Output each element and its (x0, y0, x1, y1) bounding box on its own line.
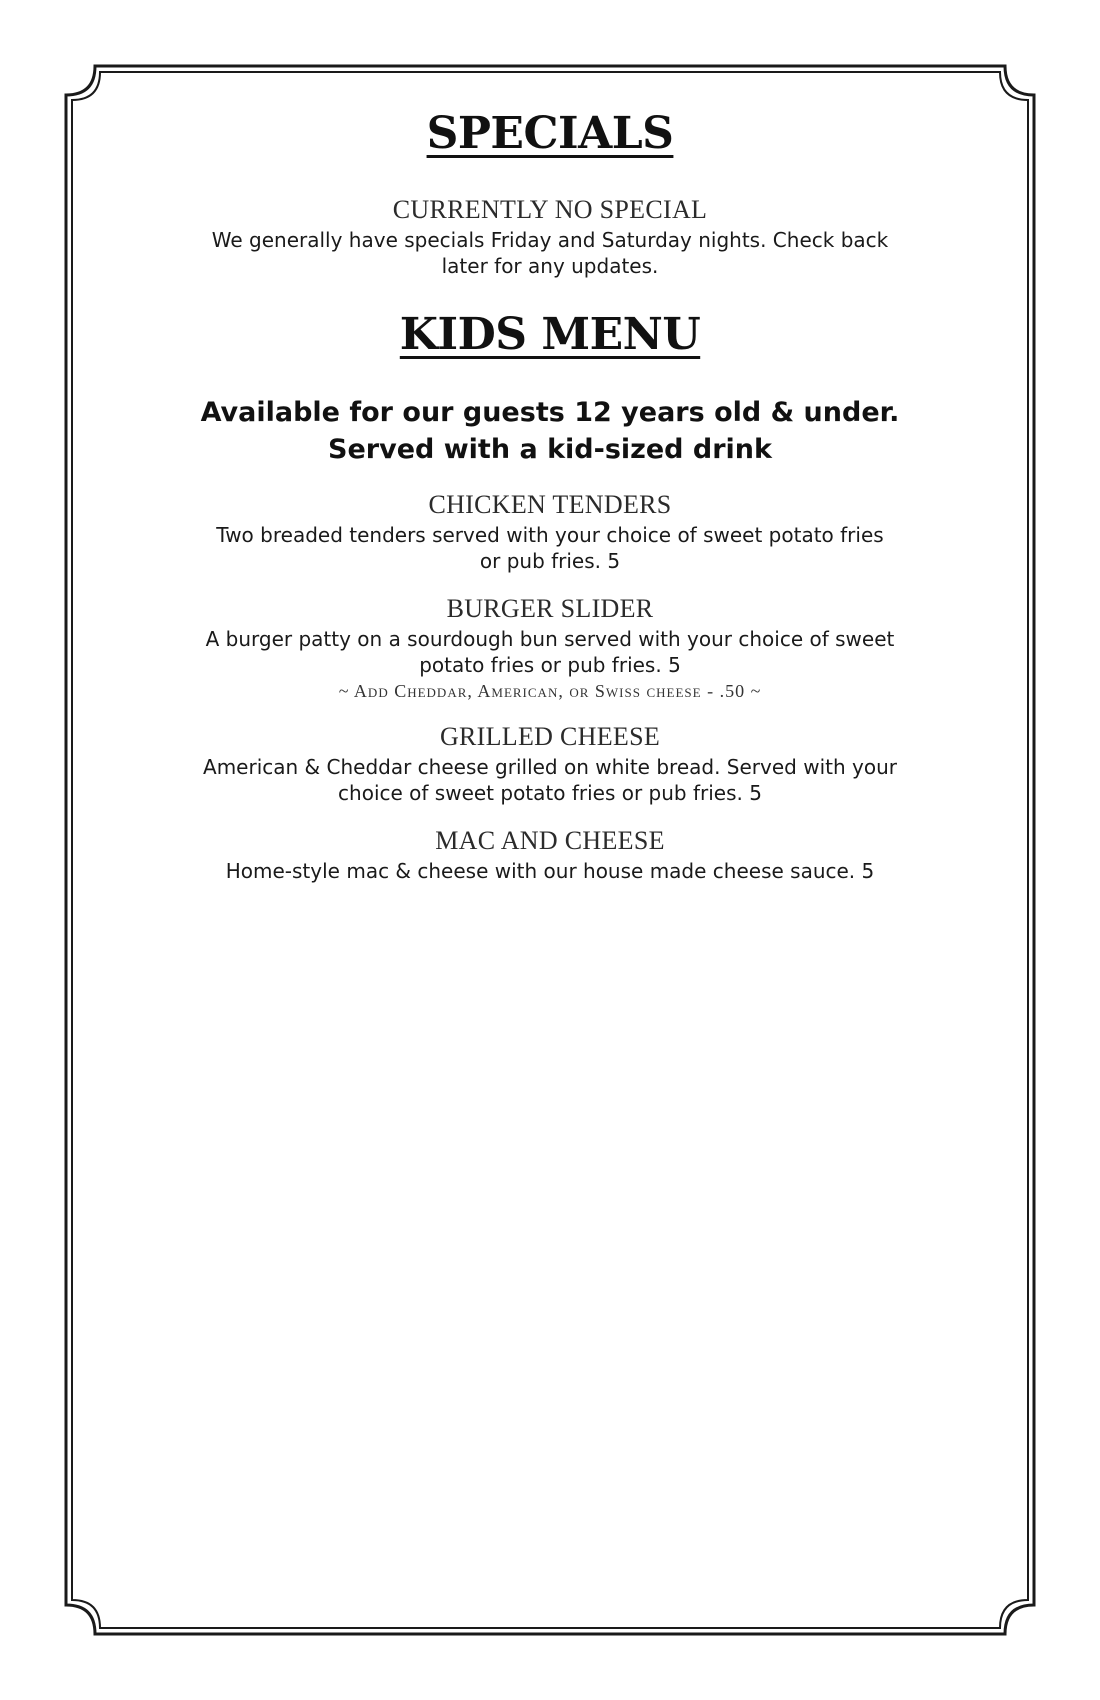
desc-line: or pub fries. 5 (479, 549, 621, 573)
menu-item-name: GRILLED CHEESE (439, 722, 661, 751)
menu-content (140, 108, 960, 904)
menu-item-grilled-cheese (140, 722, 960, 806)
kids-menu-tagline (140, 394, 960, 468)
menu-item-name: MAC AND CHEESE (435, 826, 665, 855)
desc-line: American & Cheddar cheese grilled on white bread. Served with your (203, 755, 897, 779)
menu-item-desc (140, 754, 960, 806)
desc-line: potato fries or pub fries. 5 (419, 653, 681, 677)
menu-item-addon-note: ~ Add Cheddar, American, or Swiss cheese - .50 ~ (338, 681, 762, 701)
menu-item-chicken-tenders (140, 490, 960, 574)
desc-line: Two breaded tenders served with your choice of sweet potato fries (216, 523, 884, 547)
menu-item-desc (140, 626, 960, 678)
special-item (140, 195, 960, 279)
desc-line: choice of sweet potato fries or pub fries. 5 (338, 781, 762, 805)
menu-item-burger-slider (140, 594, 960, 702)
menu-item-desc (140, 858, 960, 884)
menu-item-name: CHICKEN TENDERS (428, 490, 672, 519)
kids-menu-title: KIDS MENU (399, 309, 701, 360)
special-item-desc (140, 227, 960, 279)
desc-line: A burger patty on a sourdough bun served with your choice of sweet (205, 627, 895, 651)
special-item-name: CURRENTLY NO SPECIAL (392, 195, 708, 224)
desc-line: later for any updates. (441, 254, 659, 278)
tagline-line: Available for our guests 12 years old & under. (200, 397, 900, 428)
desc-line: Home-style mac & cheese with our house made cheese sauce. 5 (225, 859, 875, 883)
desc-line: We generally have specials Friday and Saturday nights. Check back (211, 228, 889, 252)
specials-title: SPECIALS (426, 108, 674, 159)
menu-item-name: BURGER SLIDER (446, 594, 654, 623)
tagline-line: Served with a kid-sized drink (328, 434, 772, 465)
menu-item-desc (140, 522, 960, 574)
menu-item-mac-and-cheese (140, 826, 960, 884)
